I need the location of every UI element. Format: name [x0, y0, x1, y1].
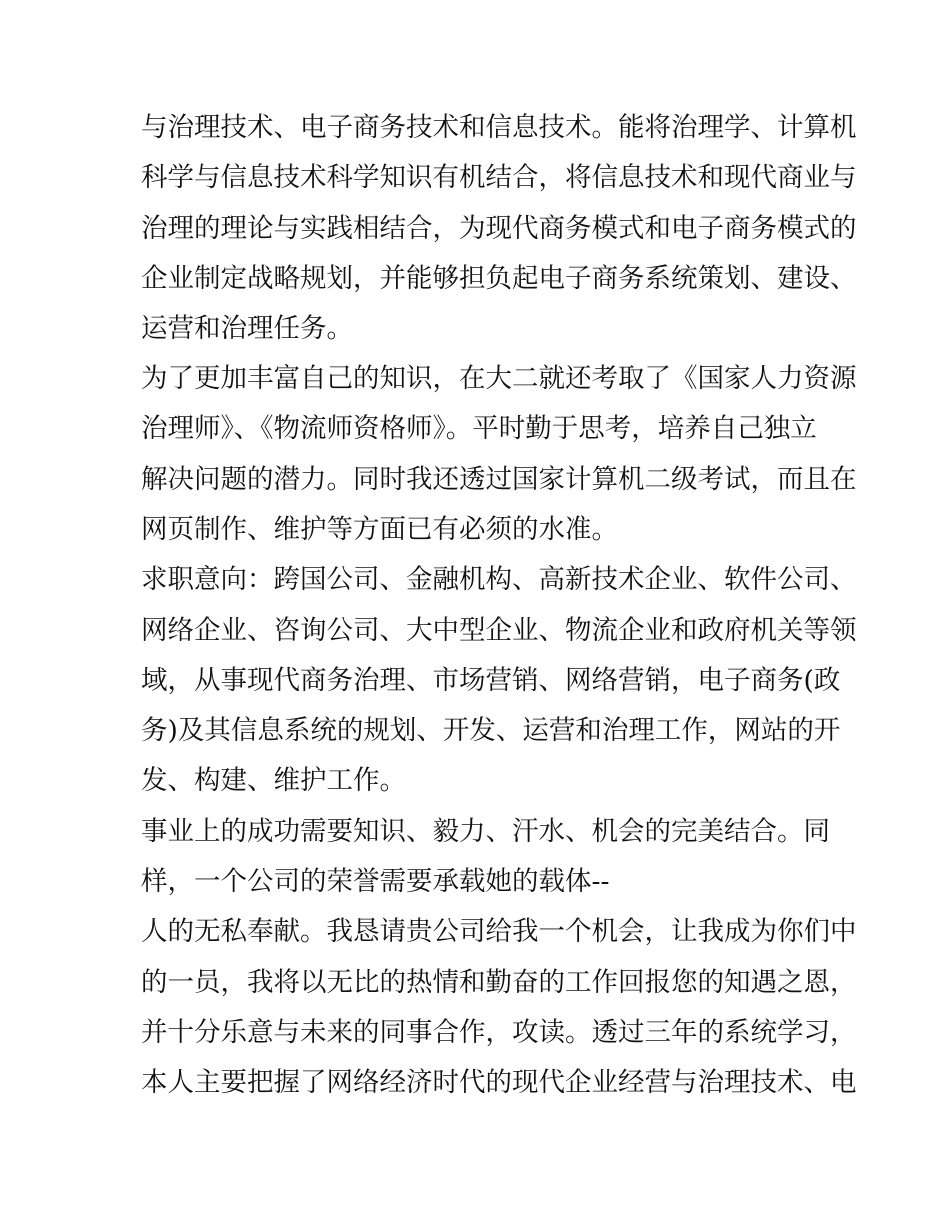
text-line: 本人主要把握了网络经济时代的现代企业经营与治理技术、电 — [141, 1067, 857, 1098]
text-line: 人的无私奉献。我恳请贵公司给我一个机会，让我成为你们中 — [141, 916, 857, 947]
text-line: 的一员，我将以无比的热情和勤奋的工作回报您的知遇之恩， — [141, 967, 857, 998]
text-line: 事业上的成功需要知识、毅力、汗水、机会的完美结合。同 — [141, 816, 830, 847]
text-line: 企业制定战略规划，并能够担负起电子商务系统策划、建设、 — [141, 263, 857, 294]
text-line: 运营和治理任务。 — [141, 313, 353, 344]
text-line: 治理师》、《物流师资格师》。平时勤于思考，培养自己独立 — [141, 413, 817, 444]
text-line: 科学与信息技术科学知识有机结合，将信息技术和现代商业与 — [141, 162, 857, 193]
text-line: 为了更加丰富自己的知识，在大二就还考取了《国家人力资源 — [141, 363, 857, 394]
text-line: 样，一个公司的荣誉需要承载她的载体-- — [141, 866, 610, 897]
text-line: 务)及其信息系统的规划、开发、运营和治理工作，网站的开 — [141, 715, 841, 746]
text-line: 域，从事现代商务治理、市场营销、网络营销，电子商务(政 — [141, 665, 841, 696]
text-line: 求职意向：跨国公司、金融机构、高新技术企业、软件公司、 — [141, 564, 857, 595]
text-line: 与治理技术、电子商务技术和信息技术。能将治理学、计算机 — [141, 112, 857, 143]
text-line: 网页制作、维护等方面已有必须的水准。 — [141, 514, 618, 545]
text-line: 发、构建、维护工作。 — [141, 765, 406, 796]
text-line: 解决问题的潜力。同时我还透过国家计算机二级考试，而且在 — [141, 464, 857, 495]
text-line: 网络企业、咨询公司、大中型企业、物流企业和政府机关等领 — [141, 615, 857, 646]
text-line: 治理的理论与实践相结合，为现代商务模式和电子商务模式的 — [141, 213, 857, 244]
text-line: 并十分乐意与未来的同事合作，攻读。透过三年的系统学习， — [141, 1017, 857, 1048]
